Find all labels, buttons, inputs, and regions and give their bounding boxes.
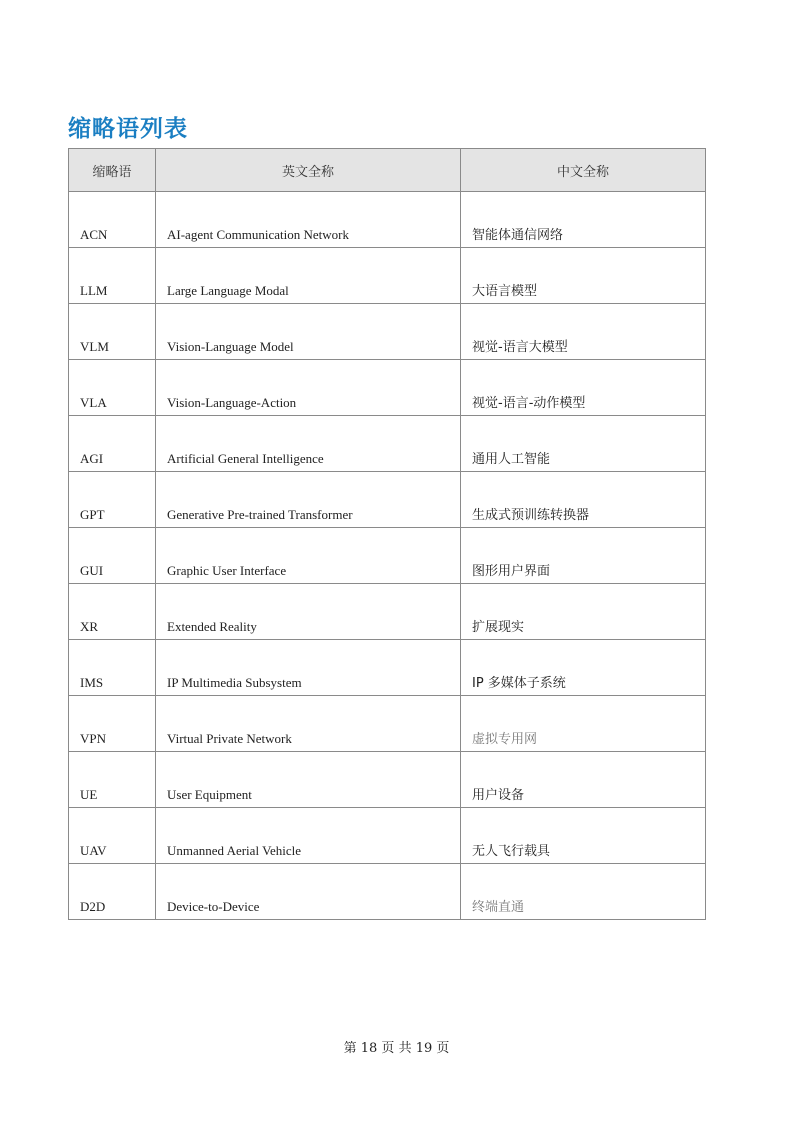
table-row: [69, 864, 706, 920]
abbr-cell: VLA: [69, 360, 156, 416]
english-cell: Virtual Private Network: [156, 696, 461, 752]
abbreviation-table: [68, 148, 706, 920]
english-cell: Artificial General Intelligence: [156, 416, 461, 472]
chinese-cell: 生成式预训练转换器: [461, 472, 706, 528]
abbr-cell: LLM: [69, 248, 156, 304]
english-cell: Device-to-Device: [156, 864, 461, 920]
abbr-cell: VLM: [69, 304, 156, 360]
english-cell: User Equipment: [156, 752, 461, 808]
chinese-cell: 虚拟专用网: [461, 696, 706, 752]
chinese-cell: 终端直通: [461, 864, 706, 920]
header-abbreviation: 缩略语: [69, 149, 156, 192]
table-row: [69, 752, 706, 808]
chinese-cell: 视觉-语言大模型: [461, 304, 706, 360]
page-title: 缩略语列表: [68, 116, 188, 142]
english-cell: Unmanned Aerial Vehicle: [156, 808, 461, 864]
chinese-cell: IP 多媒体子系统: [461, 640, 706, 696]
header-chinese-name: 中文全称: [461, 149, 706, 192]
header-english-name: 英文全称: [156, 149, 461, 192]
table-row: [69, 584, 706, 640]
table-row: [69, 528, 706, 584]
table-row: [69, 696, 706, 752]
english-cell: IP Multimedia Subsystem: [156, 640, 461, 696]
abbr-cell: GUI: [69, 528, 156, 584]
abbr-cell: UE: [69, 752, 156, 808]
english-cell: Generative Pre-trained Transformer: [156, 472, 461, 528]
table-row: [69, 192, 706, 248]
chinese-cell: 无人飞行载具: [461, 808, 706, 864]
chinese-cell: 用户设备: [461, 752, 706, 808]
abbr-cell: GPT: [69, 472, 156, 528]
chinese-cell: 智能体通信网络: [461, 192, 706, 248]
table-row: [69, 248, 706, 304]
english-cell: Large Language Modal: [156, 248, 461, 304]
chinese-cell: 大语言模型: [461, 248, 706, 304]
table-row: [69, 640, 706, 696]
english-cell: Vision-Language-Action: [156, 360, 461, 416]
chinese-cell: 图形用户界面: [461, 528, 706, 584]
abbr-cell: AGI: [69, 416, 156, 472]
table-row: [69, 360, 706, 416]
chinese-cell: 扩展现实: [461, 584, 706, 640]
english-cell: AI-agent Communication Network: [156, 192, 461, 248]
english-cell: Graphic User Interface: [156, 528, 461, 584]
abbr-cell: XR: [69, 584, 156, 640]
table-row: [69, 304, 706, 360]
table-row: [69, 808, 706, 864]
chinese-cell: 视觉-语言-动作模型: [461, 360, 706, 416]
table-row: [69, 416, 706, 472]
abbr-cell: VPN: [69, 696, 156, 752]
english-cell: Extended Reality: [156, 584, 461, 640]
abbr-cell: ACN: [69, 192, 156, 248]
abbr-cell: UAV: [69, 808, 156, 864]
page-number-footer: 第 18 页 共 19 页: [343, 1041, 450, 1056]
table-header-row: [69, 149, 706, 192]
abbr-cell: D2D: [69, 864, 156, 920]
english-cell: Vision-Language Model: [156, 304, 461, 360]
abbr-cell: IMS: [69, 640, 156, 696]
chinese-cell: 通用人工智能: [461, 416, 706, 472]
table-row: [69, 472, 706, 528]
